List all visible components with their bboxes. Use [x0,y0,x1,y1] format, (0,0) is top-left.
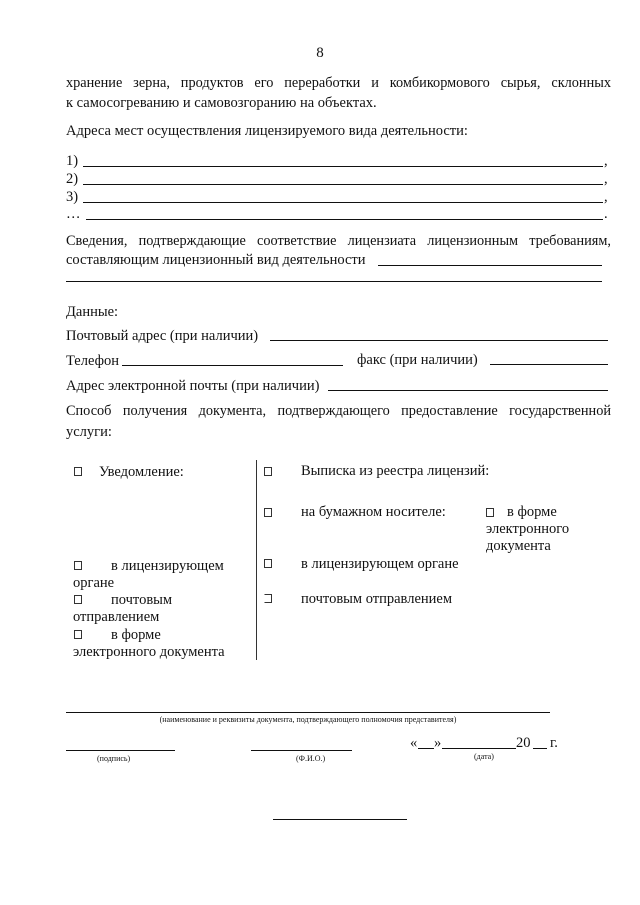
fax-field[interactable] [490,364,608,365]
compliance-field-line-2[interactable] [66,281,602,282]
phone-label: Телефон [66,353,119,369]
right-post-label: почтовым отправлением [301,591,453,607]
extract-checkbox[interactable] [264,467,272,476]
right-post-checkbox[interactable] [264,594,272,603]
extract-label: Выписка из реестра лицензий: [301,463,490,479]
compliance-line-1: Сведения, подтверждающие соответствие лицензиата лицензионным требованиям, [66,233,611,249]
left-electronic-label-1: в форме [111,627,161,643]
date-quote-close: » [434,735,442,751]
email-label: Адрес электронной почты (при наличии) [66,378,320,394]
signature-line[interactable] [66,750,175,751]
intro-line-2: к самосогреванию и самовозгоранию на объектах. [66,95,377,111]
column-divider [256,460,257,660]
representative-doc-line[interactable] [66,712,550,713]
right-electronic-checkbox[interactable] [486,508,494,517]
right-in-org-label: в лицензирующем органе [301,556,459,572]
date-year-prefix: 20 [516,735,531,751]
left-electronic-label-2: электронного документа [73,644,225,660]
address-line-more[interactable] [86,219,603,220]
addresses-title: Адреса мест осуществления лицензируемого вида деятельности: [66,123,468,139]
address-end-3: , [604,189,608,205]
postal-label: Почтовый адрес (при наличии) [66,328,259,344]
address-line-1[interactable] [83,166,603,167]
notification-label: Уведомление: [99,464,184,480]
left-in-org-checkbox[interactable] [74,561,82,570]
fio-caption: (Ф.И.О.) [296,754,326,763]
address-end-1: , [604,153,608,169]
compliance-field-line-1[interactable] [378,265,602,266]
left-post-label-2: отправлением [73,609,160,625]
data-title: Данные: [66,304,119,320]
left-post-label-1: почтовым [111,592,173,608]
paper-checkbox[interactable] [264,508,272,517]
method-line-2: услуги: [66,424,112,440]
page-number: 8 [316,45,324,61]
bottom-separator [273,819,407,820]
date-day-line[interactable] [418,748,434,749]
right-in-org-checkbox[interactable] [264,559,272,568]
address-label-2: 2) [66,171,79,187]
method-line-1: Способ получения документа, подтверждающего предоставление государственной [66,403,611,419]
right-electronic-label-1: в форме [507,504,557,520]
notification-checkbox[interactable] [74,467,82,476]
representative-doc-caption: (наименование и реквизиты документа, подтверждающего полномочия представителя) [159,715,457,724]
date-month-line[interactable] [442,748,516,749]
paper-label: на бумажном носителе: [301,504,446,520]
address-line-3[interactable] [83,202,603,203]
postal-field[interactable] [270,340,608,341]
date-caption: (дата) [474,752,494,761]
email-field[interactable] [328,390,608,391]
address-line-2[interactable] [83,184,603,185]
address-end-more: . [604,206,608,222]
fio-line[interactable] [251,750,352,751]
compliance-line-2: составляющим лицензионный вид деятельности [66,252,366,268]
address-end-2: , [604,171,608,187]
right-electronic-label-3: документа [486,538,551,554]
left-in-org-label-2: органе [73,575,115,591]
fax-label: факс (при наличии) [357,352,478,368]
date-year-line[interactable] [533,748,547,749]
left-electronic-checkbox[interactable] [74,630,82,639]
date-quote-open: « [410,735,418,751]
address-label-3: 3) [66,189,79,205]
right-electronic-label-2: электронного [486,521,570,537]
address-label-more: … [66,206,81,222]
phone-field[interactable] [122,365,343,366]
date-year-suffix: г. [550,735,558,751]
signature-caption: (подпись) [97,754,131,763]
intro-line-1: хранение зерна, продуктов его переработки и комбикормового сырья, склонных [66,75,611,91]
left-in-org-label-1: в лицензирующем [111,558,224,574]
left-post-checkbox[interactable] [74,595,82,604]
address-label-1: 1) [66,153,79,169]
